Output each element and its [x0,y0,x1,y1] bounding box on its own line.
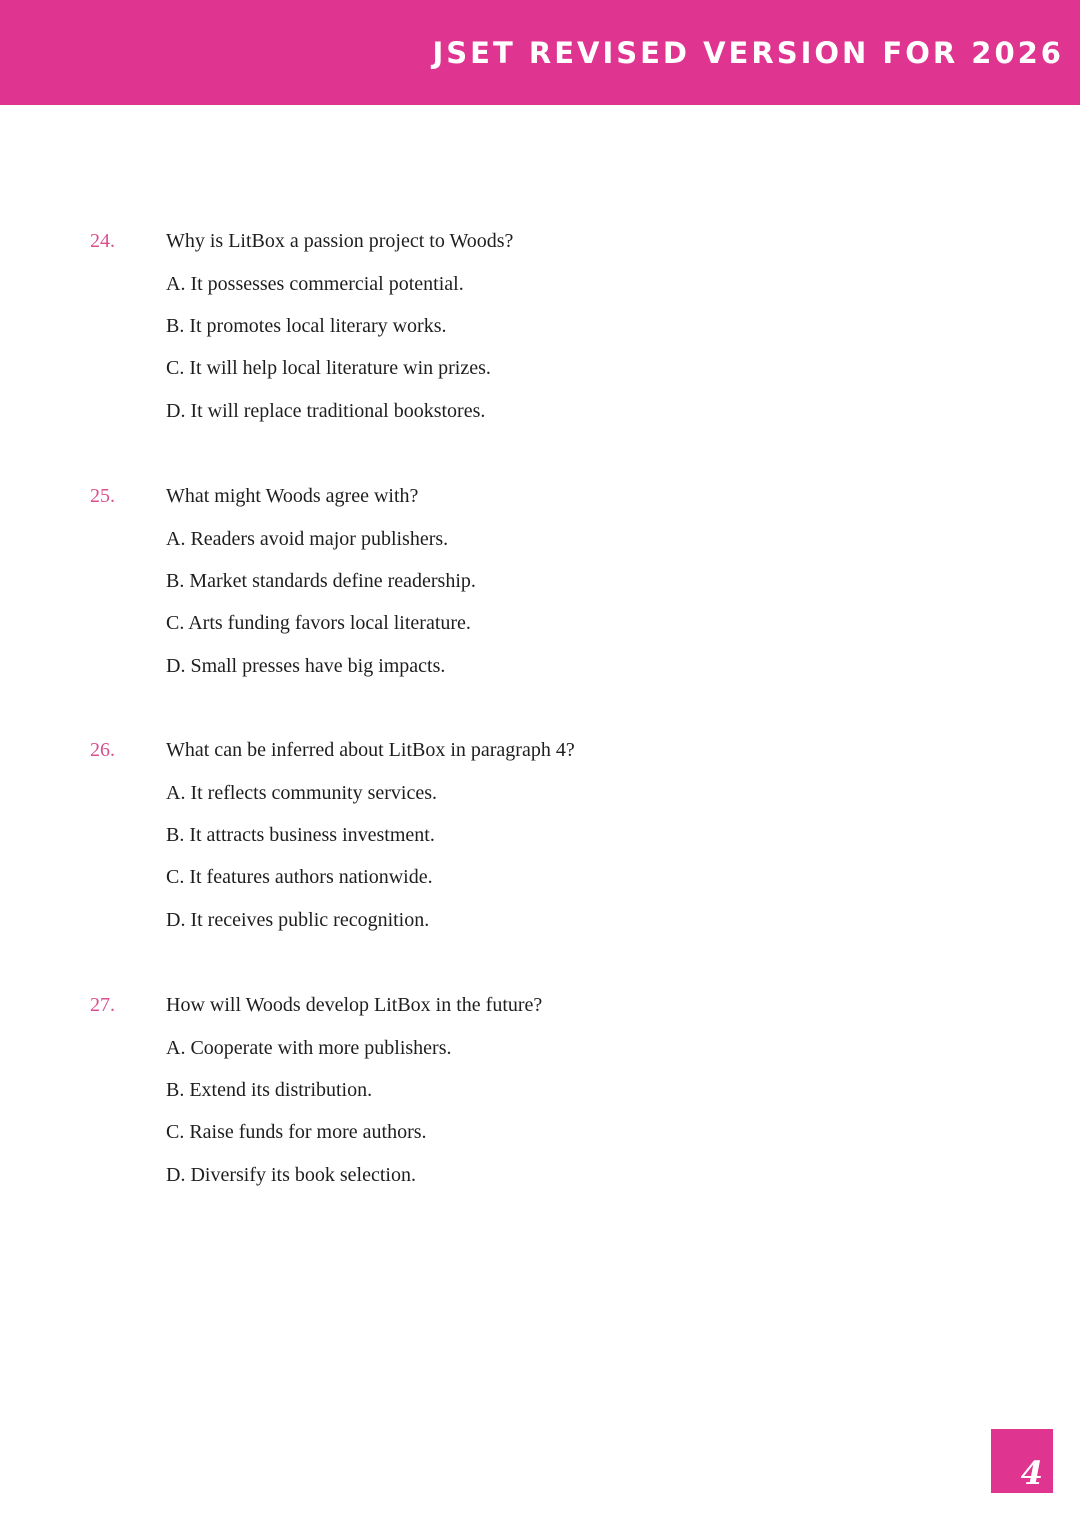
question-number: 25. [90,485,115,507]
question-text: What might Woods agree with? [166,485,419,507]
option-b: B. It promotes local literary works. [166,315,447,337]
option-d: D. It receives public recognition. [166,909,430,931]
header-title: JSET REVISED VERSION FOR 2026 [432,36,1064,70]
option-b: B. It attracts business investment. [166,824,435,846]
option-d: D. It will replace traditional bookstores. [166,400,486,422]
question-text: Why is LitBox a passion project to Woods? [166,230,514,252]
question-text: What can be inferred about LitBox in paragraph 4? [166,739,575,761]
option-d: D. Diversify its book selection. [166,1164,416,1186]
option-a: A. It possesses commercial potential. [166,273,464,295]
option-c: C. It features authors nationwide. [166,866,433,888]
question-text: How will Woods develop LitBox in the future? [166,994,543,1016]
option-a: A. Cooperate with more publishers. [166,1037,452,1059]
page-number: 4 [1020,1454,1043,1492]
option-c: C. Arts funding favors local literature. [166,612,471,634]
option-c: C. It will help local literature win prizes. [166,357,491,379]
option-c: C. Raise funds for more authors. [166,1121,427,1143]
option-b: B. Market standards define readership. [166,570,476,592]
question-number: 24. [90,230,115,252]
question-number: 26. [90,739,115,761]
question-number: 27. [90,994,115,1016]
option-a: A. It reflects community services. [166,782,438,804]
header-band [0,0,1080,105]
page-number-box [991,1429,1053,1493]
option-d: D. Small presses have big impacts. [166,655,446,677]
option-b: B. Extend its distribution. [166,1079,373,1101]
option-a: A. Readers avoid major publishers. [166,528,449,550]
